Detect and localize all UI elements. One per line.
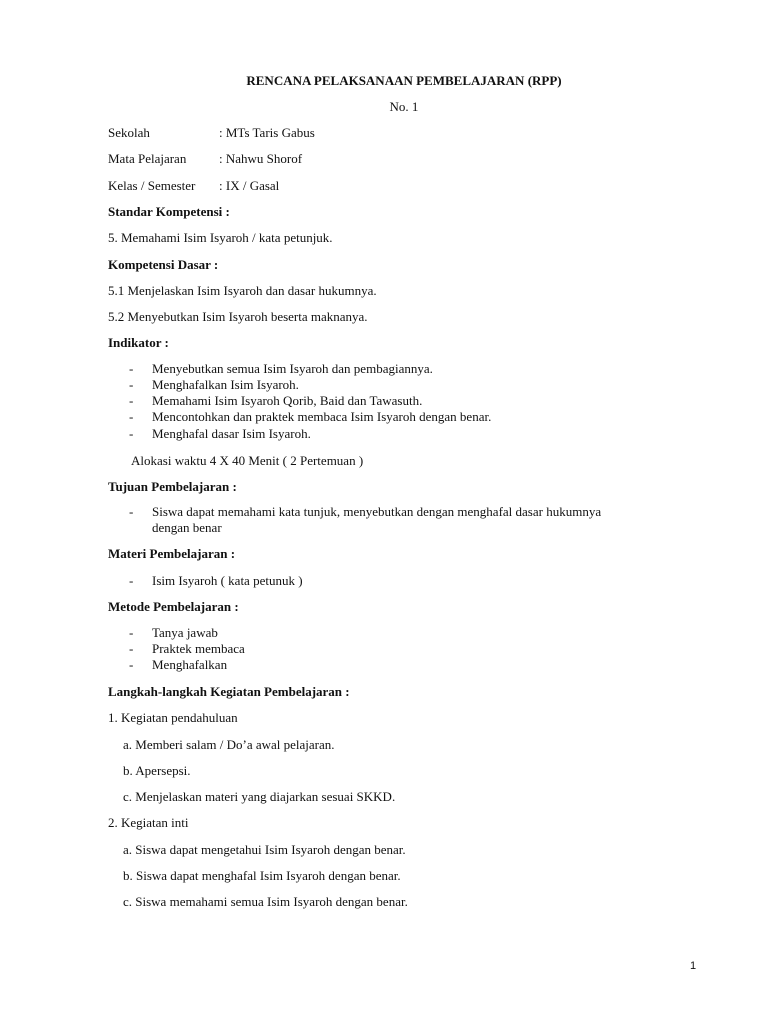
identity-label: Sekolah (108, 125, 150, 140)
identity-value: : MTs Taris Gabus (219, 125, 315, 140)
list-item: Tanya jawab (152, 625, 218, 640)
kegiatan-item: b. Siswa dapat menghafal Isim Isyaroh dengan benar. (123, 868, 401, 883)
section-heading-kompetensi-dasar: Kompetensi Dasar : (108, 257, 219, 272)
alokasi-waktu: Alokasi waktu 4 X 40 Menit ( 2 Pertemuan ) (131, 453, 364, 468)
kegiatan-item: b. Apersepsi. (123, 763, 191, 778)
identity-label: Kelas / Semester (108, 178, 196, 193)
kompetensi-dasar-item: 5.2 Menyebutkan Isim Isyaroh beserta maknanya. (108, 309, 368, 324)
list-item: Menghafal dasar Isim Isyaroh. (152, 426, 311, 441)
list-bullet: - (129, 409, 134, 424)
identity-value: : IX / Gasal (219, 178, 280, 193)
section-heading-metode: Metode Pembelajaran : (108, 599, 239, 614)
list-item: Isim Isyaroh ( kata petunuk ) (152, 573, 303, 588)
list-item: Menyebutkan semua Isim Isyaroh dan pembagiannya. (152, 361, 433, 376)
list-item: Praktek membaca (152, 641, 245, 656)
list-item-continuation: dengan benar (152, 520, 222, 535)
kegiatan-inti-title: 2. Kegiatan inti (108, 815, 189, 830)
kegiatan-item: c. Siswa memahami semua Isim Isyaroh dengan benar. (123, 894, 408, 909)
section-heading-indikator: Indikator : (108, 335, 169, 350)
standar-kompetensi-text: 5. Memahami Isim Isyaroh / kata petunjuk. (108, 230, 333, 245)
list-bullet: - (129, 377, 134, 392)
identity-value: : Nahwu Shorof (219, 151, 303, 166)
document-number: No. 1 (389, 99, 419, 114)
list-item: Memahami Isim Isyaroh Qorib, Baid dan Tawasuth. (152, 393, 423, 408)
list-bullet: - (129, 426, 134, 441)
kegiatan-item: a. Memberi salam / Do’a awal pelajaran. (123, 737, 335, 752)
list-bullet: - (129, 641, 134, 656)
section-heading-langkah: Langkah-langkah Kegiatan Pembelajaran : (108, 684, 350, 699)
section-heading-tujuan: Tujuan Pembelajaran : (108, 479, 237, 494)
list-item: Siswa dapat memahami kata tunjuk, menyebutkan dengan menghafal dasar hukumnya (152, 504, 602, 519)
list-bullet: - (129, 361, 134, 376)
kegiatan-item: a. Siswa dapat mengetahui Isim Isyaroh dengan benar. (123, 842, 406, 857)
list-bullet: - (129, 625, 134, 640)
list-bullet: - (129, 573, 134, 588)
list-item: Menghafalkan (152, 657, 228, 672)
list-bullet: - (129, 393, 134, 408)
list-item: Mencontohkan dan praktek membaca Isim Isyaroh dengan benar. (152, 409, 492, 424)
identity-label: Mata Pelajaran (108, 151, 187, 166)
section-heading-materi: Materi Pembelajaran : (108, 546, 236, 561)
document-title: RENCANA PELAKSANAAN PEMBELAJARAN (RPP) (246, 73, 562, 88)
kegiatan-item: c. Menjelaskan materi yang diajarkan sesuai SKKD. (123, 789, 396, 804)
page-number: 1 (690, 960, 697, 972)
kegiatan-pendahuluan-title: 1. Kegiatan pendahuluan (108, 710, 238, 725)
list-bullet: - (129, 657, 134, 672)
list-item: Menghafalkan Isim Isyaroh. (152, 377, 299, 392)
kompetensi-dasar-item: 5.1 Menjelaskan Isim Isyaroh dan dasar hukumnya. (108, 283, 377, 298)
section-heading-standar-kompetensi: Standar Kompetensi : (108, 204, 230, 219)
list-bullet: - (129, 504, 134, 519)
